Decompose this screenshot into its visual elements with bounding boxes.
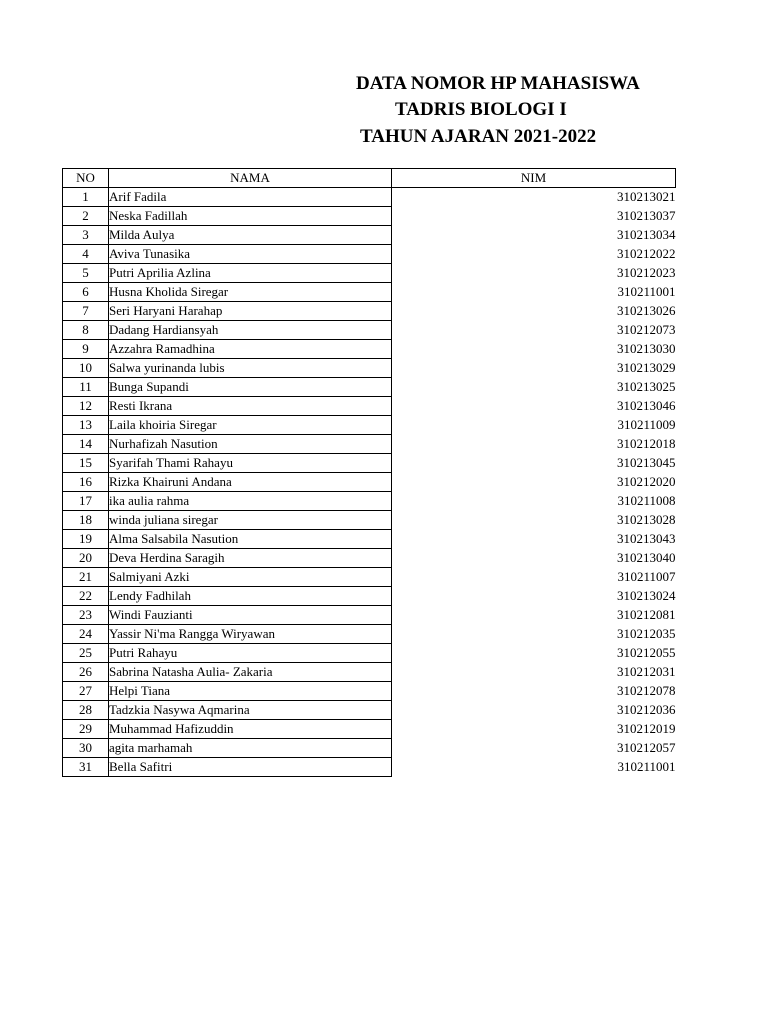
table-row — [63, 739, 676, 758]
cell-nama: Azzahra Ramadhina — [109, 340, 392, 359]
table-row — [63, 568, 676, 587]
cell-no: 4 — [63, 245, 109, 264]
cell-nama: Syarifah Thami Rahayu — [109, 454, 392, 473]
cell-nim: 310213026 — [617, 303, 676, 318]
table-row — [63, 454, 676, 473]
cell-nama: Putri Rahayu — [109, 644, 392, 663]
table-row — [63, 283, 676, 302]
cell-nim: 310213040 — [617, 550, 676, 565]
cell-no: 6 — [63, 283, 109, 302]
table-row — [63, 758, 676, 777]
cell-nim: 310213045 — [617, 455, 676, 470]
cell-no: 3 — [63, 226, 109, 245]
cell-nama: Sabrina Natasha Aulia- Zakaria — [109, 663, 392, 682]
table-row — [63, 549, 676, 568]
table-row — [63, 682, 676, 701]
cell-nim: 310212019 — [617, 721, 676, 736]
cell-nim: 310213037 — [617, 208, 676, 223]
cell-nama: Alma Salsabila Nasution — [109, 530, 392, 549]
cell-nama: Putri Aprilia Azlina — [109, 264, 392, 283]
cell-no: 12 — [63, 397, 109, 416]
cell-no: 19 — [63, 530, 109, 549]
cell-nim: 310213025 — [617, 379, 676, 394]
cell-no: 2 — [63, 207, 109, 226]
cell-nama: Helpi Tiana — [109, 682, 392, 701]
table-row — [63, 321, 676, 340]
table-row — [63, 473, 676, 492]
cell-nim: 310211007 — [617, 569, 676, 584]
cell-nama: Yassir Ni'ma Rangga Wiryawan — [109, 625, 392, 644]
cell-no: 26 — [63, 663, 109, 682]
cell-no: 18 — [63, 511, 109, 530]
cell-nim: 310212078 — [617, 683, 676, 698]
cell-nim: 310212020 — [617, 474, 676, 489]
table-row — [63, 606, 676, 625]
cell-no: 7 — [63, 302, 109, 321]
cell-nama: Deva Herdina Saragih — [109, 549, 392, 568]
cell-nim: 310212022 — [617, 246, 676, 261]
document-title-line-3: TAHUN AJARAN 2021-2022 — [360, 126, 597, 147]
table-row — [63, 416, 676, 435]
table-row — [63, 720, 676, 739]
cell-no: 17 — [63, 492, 109, 511]
table-row — [63, 701, 676, 720]
cell-nim: 310212031 — [617, 664, 676, 679]
table-row — [63, 625, 676, 644]
cell-nama: Muhammad Hafizuddin — [109, 720, 392, 739]
cell-no: 28 — [63, 701, 109, 720]
cell-no: 10 — [63, 359, 109, 378]
cell-nim: 310212057 — [617, 740, 676, 755]
cell-nama: Nurhafizah Nasution — [109, 435, 392, 454]
student-table — [62, 168, 676, 777]
cell-nim: 310212023 — [617, 265, 676, 280]
column-header-no: NO — [63, 169, 109, 188]
cell-no: 9 — [63, 340, 109, 359]
cell-nama: Seri Haryani Harahap — [109, 302, 392, 321]
table-row — [63, 492, 676, 511]
table-row — [63, 188, 676, 207]
column-header-nama: NAMA — [109, 169, 392, 188]
cell-nim: 310212036 — [617, 702, 676, 717]
cell-no: 27 — [63, 682, 109, 701]
document-title-line-2: TADRIS BIOLOGI I — [395, 99, 567, 120]
cell-nim: 310213028 — [617, 512, 676, 527]
table-row — [63, 587, 676, 606]
cell-no: 21 — [63, 568, 109, 587]
cell-nim: 310213030 — [617, 341, 676, 356]
cell-nama: Husna Kholida Siregar — [109, 283, 392, 302]
cell-nim: 310213021 — [617, 189, 676, 205]
table-header-row — [63, 169, 676, 188]
cell-nama: Aviva Tunasika — [109, 245, 392, 264]
cell-nama: Resti Ikrana — [109, 397, 392, 416]
table-row — [63, 511, 676, 530]
table-row — [63, 435, 676, 454]
table-row — [63, 663, 676, 682]
cell-nama: Salwa yurinanda lubis — [109, 359, 392, 378]
table-row — [63, 340, 676, 359]
table-row — [63, 359, 676, 378]
cell-no: 1 — [63, 188, 109, 207]
cell-no: 30 — [63, 739, 109, 758]
cell-nim: 310213024 — [617, 588, 676, 603]
cell-no: 20 — [63, 549, 109, 568]
cell-no: 29 — [63, 720, 109, 739]
cell-nama: Dadang Hardiansyah — [109, 321, 392, 340]
cell-nama: ika aulia rahma — [109, 492, 392, 511]
cell-nama: Salmiyani Azki — [109, 568, 392, 587]
cell-nama: Laila khoiria Siregar — [109, 416, 392, 435]
cell-nim: 310211001 — [617, 284, 676, 299]
cell-nim: 310213046 — [617, 398, 676, 413]
cell-no: 8 — [63, 321, 109, 340]
cell-nama: Tadzkia Nasywa Aqmarina — [109, 701, 392, 720]
cell-no: 16 — [63, 473, 109, 492]
table-row — [63, 397, 676, 416]
cell-no: 5 — [63, 264, 109, 283]
cell-nim: 310212081 — [617, 607, 676, 622]
cell-nim: 310213029 — [617, 360, 676, 375]
cell-nama: Lendy Fadhilah — [109, 587, 392, 606]
cell-nim: 310211009 — [617, 417, 676, 432]
document-title-line-1: DATA NOMOR HP MAHASISWA — [356, 73, 640, 94]
cell-nama: winda juliana siregar — [109, 511, 392, 530]
cell-nama: Arif Fadila — [109, 188, 392, 207]
cell-nama: agita marhamah — [109, 739, 392, 758]
table-row — [63, 264, 676, 283]
cell-nim: 310211001 — [617, 759, 676, 774]
cell-nama: Milda Aulya — [109, 226, 392, 245]
cell-nama: Bunga Supandi — [109, 378, 392, 397]
cell-no: 15 — [63, 454, 109, 473]
cell-no: 13 — [63, 416, 109, 435]
table-row — [63, 530, 676, 549]
column-header-nim: NIM — [392, 169, 676, 188]
cell-nim: 310213034 — [617, 227, 676, 242]
cell-nim: 310212073 — [617, 322, 676, 337]
cell-no: 14 — [63, 435, 109, 454]
cell-no: 24 — [63, 625, 109, 644]
cell-nim: 310213043 — [617, 531, 676, 546]
cell-nim: 310211008 — [617, 493, 676, 508]
cell-no: 23 — [63, 606, 109, 625]
cell-no: 22 — [63, 587, 109, 606]
cell-no: 25 — [63, 644, 109, 663]
cell-nama: Neska Fadillah — [109, 207, 392, 226]
cell-nim: 310212018 — [617, 436, 676, 451]
cell-no: 11 — [63, 378, 109, 397]
cell-nim: 310212055 — [617, 645, 676, 660]
table-row — [63, 302, 676, 321]
table-row — [63, 226, 676, 245]
cell-nama: Windi Fauzianti — [109, 606, 392, 625]
cell-no: 31 — [63, 758, 109, 777]
cell-nim: 310212035 — [617, 626, 676, 641]
cell-nama: Bella Safitri — [109, 758, 392, 777]
table-row — [63, 378, 676, 397]
table-body — [63, 188, 676, 777]
table-row — [63, 207, 676, 226]
table-row — [63, 245, 676, 264]
table-row — [63, 644, 676, 663]
cell-nama: Rizka Khairuni Andana — [109, 473, 392, 492]
